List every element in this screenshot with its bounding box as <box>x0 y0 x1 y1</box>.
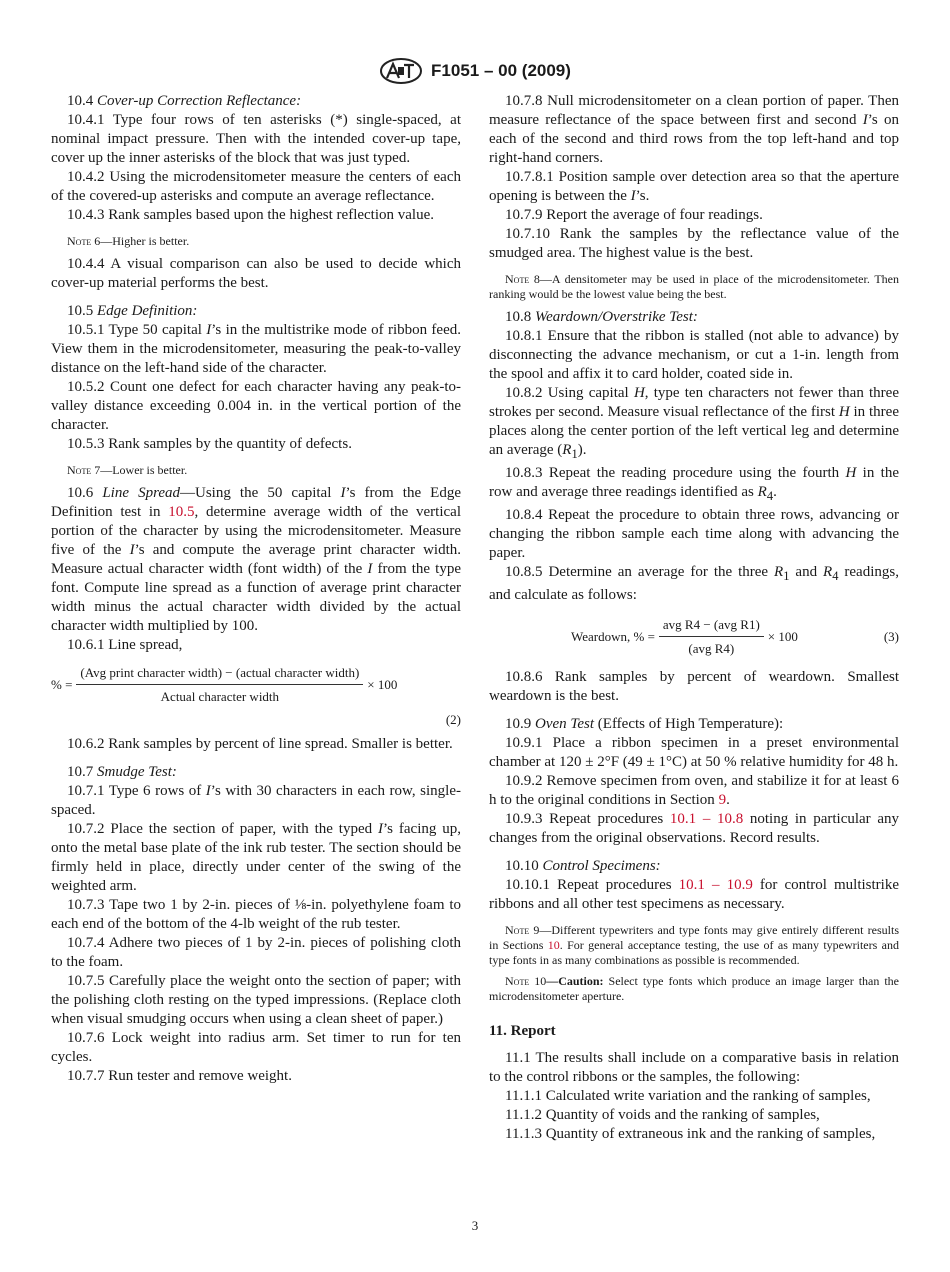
para-10-9-3: 10.9.3 Repeat procedures 10.1 – 10.8 noting in particular any changes from the original observations. Record results. <box>489 811 899 846</box>
link-10-1-10-8[interactable]: 10.1 – 10.8 <box>669 811 744 827</box>
section-11-heading: 11. Report <box>489 1023 556 1039</box>
para-10-8-2: 10.8.2 Using capital H, type ten characters not fewer than three strokes per second. Measure visual reflectance of the first H in three places along the center portion of the left vertical leg and determine an average $(R_1)$. <box>489 385 899 461</box>
para-10-8-5: 10.8.5 Determine an average for the three $R_1$ and $R_4$ readings, and calculate as follows: <box>489 564 899 603</box>
para-11-1-3: 11.1.3 Quantity of extraneous ink and the ranking of samples, <box>505 1126 876 1142</box>
para-11-1: 11.1 The results shall include on a comparative basis in relation to the control ribbons or the samples, the following: <box>489 1050 899 1085</box>
para-10-7-6: 10.7.6 Lock weight into radius arm. Set timer to run for ten cycles. <box>51 1030 461 1065</box>
para-10-6-1: 10.6.1 Line spread, <box>67 637 183 653</box>
note-8: Note 8—A densitometer may be used in place of the microdensitometer. Then ranking would be the lowest value being the best. <box>489 272 899 301</box>
eq3-numerator: avg R4 − (avg R1) <box>659 615 764 637</box>
eq3-denominator: (avg R4) <box>688 641 735 656</box>
para-10-7-5: 10.7.5 Carefully place the weight onto the section of paper; with the polishing cloth resting on the typed impressions. (Replace cloth when visual smudging occurs when using a clean sheet of paper.) <box>51 973 461 1027</box>
para-10-9-1: 10.9.1 Place a ribbon specimen in a preset environmental chamber at 120 ± 2°F (49 ± 1°C) at 50 % relative humidity for 48 h. <box>489 735 899 770</box>
eq2-denominator: Actual character width <box>160 689 280 704</box>
para-10-7-10: 10.7.10 Rank the samples by the reflectance value of the smudged area. The highest value is the best. <box>489 226 899 261</box>
section-10-7-heading: 10.7 Smudge Test: <box>67 764 177 780</box>
link-section-10[interactable]: 10 <box>547 938 560 952</box>
link-10-1-10-9[interactable]: 10.1 – 10.9 <box>678 877 753 893</box>
astm-logo <box>379 58 423 84</box>
document-id: F1051 – 00 (2009) <box>431 61 571 80</box>
section-10-5-heading: 10.5 Edge Definition: <box>67 303 198 319</box>
para-11-1-1: 11.1.1 Calculated write variation and the ranking of samples, <box>505 1088 871 1104</box>
para-10-4-4: 10.4.4 A visual comparison can also be used to decide which cover-up material performs the best. <box>51 256 461 291</box>
para-10-8-6: 10.8.6 Rank samples by percent of weardown. Smallest weardown is the best. <box>489 669 899 704</box>
para-10-5-1: 10.5.1 Type 50 capital I’s in the multistrike mode of ribbon feed. View them in the microdensitometer, measuring the peak-to-valley distance on the left-hand side of the character. <box>51 322 461 376</box>
link-section-9[interactable]: 9 <box>718 792 727 808</box>
note-7: Note 7—Lower is better. <box>67 463 188 477</box>
para-10-8-1: 10.8.1 Ensure that the ribbon is stalled (not able to advance) by disconnecting the advance mechanism, or cut a 1-in. length from the spool and affix it to card holder, coated side in. <box>489 328 899 382</box>
para-10-8-3: 10.8.3 Repeat the reading procedure using the fourth H in the row and average three readings identified as $R_4$. <box>489 465 899 503</box>
para-10-7-3: 10.7.3 Tape two 1 by 2-in. pieces of ⅛-in. polyethylene foam to each end of the bottom of the 4-lb weight of the rub tester. <box>51 897 461 932</box>
page-header <box>0 58 950 84</box>
section-10-4-heading: 10.4 Cover-up Correction Reflectance: <box>67 93 302 109</box>
left-column <box>51 92 461 1086</box>
page-number: 3 <box>471 1218 479 1233</box>
section-10-9-heading: 10.9 Oven Test (Effects of High Temperature): <box>505 716 784 732</box>
para-10-6-2: 10.6.2 Rank samples by percent of line spread. Smaller is better. <box>67 736 453 752</box>
para-10-8-4: 10.8.4 Repeat the procedure to obtain three rows, advancing or changing the ribbon sample each time along with advancing the paper. <box>489 507 899 561</box>
para-10-4-2: 10.4.2 Using the microdensitometer measure the centers of each of the covered-up asterisks and compute an average reflectance. <box>51 169 461 204</box>
equation-2-number: (2) <box>445 712 461 727</box>
para-10-7-2: 10.7.2 Place the section of paper, with the typed I’s facing up, onto the metal base plate of the ink rub tester. The section should be firmly held in place, directly under center of the swing of the weighted arm. <box>51 821 461 894</box>
para-10-5-3: 10.5.3 Rank samples by the quantity of defects. <box>67 436 352 452</box>
para-10-7-4: 10.7.4 Adhere two pieces of 1 by 2-in. pieces of polishing cloth to the foam. <box>51 935 461 970</box>
para-10-7-7: 10.7.7 Run tester and remove weight. <box>67 1068 292 1084</box>
para-10-4-3: 10.4.3 Rank samples based upon the highest reflection value. <box>67 207 434 223</box>
equation-3: Weardown, % = $\frac{\text{avg R4 − (avg R1)}}{\text{(avg R4)}}$ × 100 (3) <box>571 617 899 656</box>
link-10-5[interactable]: 10.5 <box>168 504 195 520</box>
equation-2: % = $\frac{\text{(Avg print character width) − (actual character width)}}{\text{Actual character width}}$ × 100 <box>51 665 398 704</box>
para-10-9-2: 10.9.2 Remove specimen from oven, and stabilize it for at least 6 h to the original conditions in Section 9. <box>489 773 899 808</box>
para-10-7-1: 10.7.1 Type 6 rows of I’s with 30 characters in each row, single-spaced. <box>51 783 461 818</box>
eq2-numerator: (Avg print character width) − (actual character width) <box>76 663 363 685</box>
para-10-5-2: 10.5.2 Count one defect for each character having any peak-to-valley distance exceeding 0.004 in. in the vertical portion of the character. <box>51 379 461 433</box>
para-10-7-8: 10.7.8 Null microdensitometer on a clean portion of paper. Then measure reflectance of the space between first and second I’s on each of the second and third rows from the top left-hand and top right-hand corners. <box>489 93 899 166</box>
para-10-4-1: 10.4.1 Type four rows of ten asterisks (*) single-spaced, at nominal impact pressure. Then with the intended cover-up tape, cover up the inner asterisks of the block that was just typed. <box>51 112 461 166</box>
equation-3-number: (3) <box>883 629 899 644</box>
note-9: Note 9—Different typewriters and type fonts may give entirely different results in Sections 10. For general acceptance testing, the use of as many typewriters and type fonts in as many combinations as possible is recommended. <box>489 923 900 967</box>
para-10-10-1: 10.10.1 Repeat procedures 10.1 – 10.9 for control multistrike ribbons and all other test specimens as necessary. <box>489 877 899 912</box>
right-column <box>489 92 899 1144</box>
note-6: Note 6—Higher is better. <box>67 234 190 248</box>
para-10-7-8-1: 10.7.8.1 Position sample over detection area so that the aperture opening is between the I’s. <box>489 169 899 204</box>
para-10-6: 10.6 Line Spread—Using the 50 capital I’s from the Edge Definition test in 10.5, determine average width of the vertical portion of the character by using the microdensitometer. Measure five of the I’s and compute the average print character width. Measure actual character width (font width) of the I from the type font. Compute line spread as a function of average print character width minus the actual character width divided by the actual character width multiplied by 100. <box>51 485 462 634</box>
para-11-1-2: 11.1.2 Quantity of voids and the ranking of samples, <box>505 1107 820 1123</box>
note-10: Note 10—Caution: Select type fonts which produce an image larger than the microdensitometer aperture. <box>489 974 900 1003</box>
section-10-8-heading: 10.8 Weardown/Overstrike Test: <box>505 309 698 325</box>
para-10-7-9: 10.7.9 Report the average of four readings. <box>505 207 763 223</box>
section-10-10-heading: 10.10 Control Specimens: <box>505 858 661 874</box>
